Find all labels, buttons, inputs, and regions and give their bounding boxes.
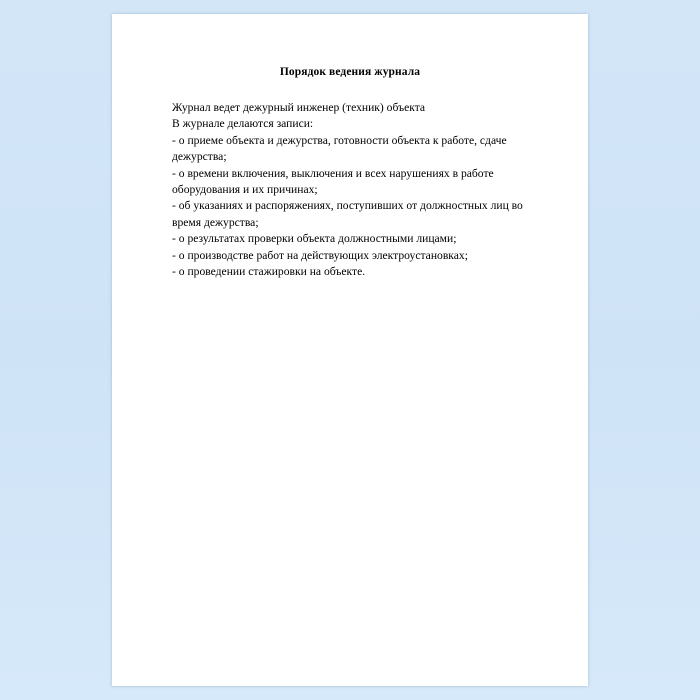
document-line: В журнале делаются записи: [172,117,314,131]
document-line: Журнал ведет дежурный инженер (техник) объекта [172,101,426,114]
document-line: - о проведении стажировки на объекте. [172,265,366,279]
document-line: - о времени включения, выключения и всех нарушениях в работе оборудования и их причинах; [172,166,494,197]
document-line: - о результатах проверки объекта должностными лицами; [172,232,457,246]
page-title: Порядок ведения журнала [279,66,421,78]
document-line: - об указаниях и распоряжениях, поступивших от должностных лиц во время дежурства; [172,199,523,229]
document-body [112,14,588,686]
document-line: - о приеме объекта и дежурства, готовности объекта к работе, сдаче дежурства; [172,133,507,164]
document-text-block [172,100,544,280]
document-sheet [112,14,588,686]
document-line: - о производстве работ на действующих электроустановках; [172,248,468,262]
